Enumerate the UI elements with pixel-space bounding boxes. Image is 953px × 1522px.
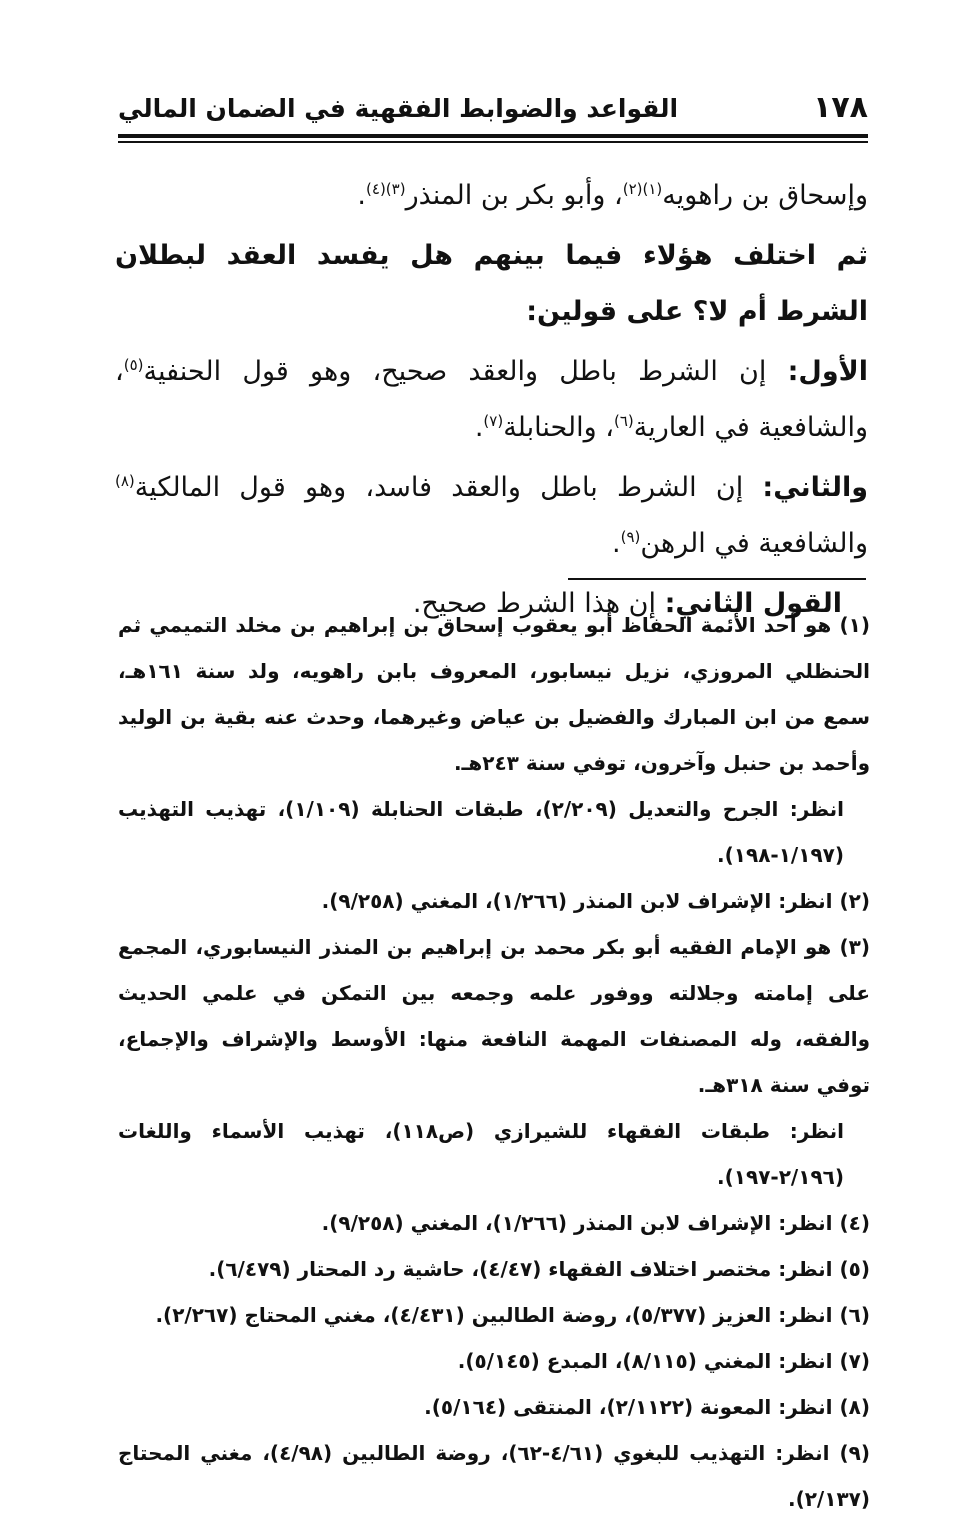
paragraph-1 [115,168,868,224]
p1-text-a: وإسحاق بن راهويه [662,180,868,211]
paragraph-4 [115,460,868,572]
footnote-2: (٢) انظر: الإشراف لابن المنذر (١/٢٦٦)، المغني (٩/٢٥٨). [321,889,870,913]
p4-text-b: والشافعية في الرهن [640,528,868,559]
first-opinion-label: الأول: [787,356,868,387]
footnote-ref-1-2: (١)(٢) [622,180,663,198]
p4-text-a: إن الشرط باطل والعقد فاسد، وهو قول المالكية [134,472,763,503]
main-text [115,168,868,636]
footnote-ref-3-4: (٣)(٤) [366,180,406,198]
paragraph-2: ثم اختلف هؤلاء فيما بينهم هل يفسد العقد لبطلان الشرط أم لا؟ على قولين: [115,240,868,327]
paragraph-3 [115,344,868,456]
footnote-1-references: انظر: الجرح والتعديل (٢/٢٠٩)، طبقات الحنابلة (١/١٠٩)، تهذيب التهذيب (١/١٩٧-١٩٨). [118,797,844,867]
second-view-label: القول الثاني: [664,588,842,619]
footnote-6: (٦) انظر: العزيز (٥/٣٧٧)، روضة الطالبين (٤/٤٣١)، مغني المحتاج (٢/٢٦٧). [155,1303,870,1327]
p4-text-c: . [611,528,621,559]
p5-text: إن هذا الشرط صحيح. [412,588,665,619]
footnote-ref-6: (٦) [613,412,634,430]
footnote-3-references: انظر: طبقات الفقهاء للشيرازي (ص١١٨)، تهذيب الأسماء واللغات (٢/١٩٦-١٩٧). [118,1119,844,1189]
p3-text-c: ، والحنابلة [503,412,614,443]
running-title: القواعد والضوابط الفقهية في الضمان المالي [118,94,679,123]
footnote-ref-5: (٥) [123,356,144,374]
footnotes [118,602,870,1522]
footnote-9: (٩) انظر: التهذيب للبغوي (٤/٦١-٦٢)، روضة الطالبين (٤/٩٨)، مغني المحتاج (٢/١٣٧). [118,1441,870,1511]
p3-text-b: ، والشافعية في العارية [115,356,868,443]
footnote-8: (٨) انظر: المعونة (٢/١١٢٢)، المنتقى (٥/١٦٤). [424,1395,870,1419]
p1-text-c: . [357,180,367,211]
header-rule-thick [118,134,868,138]
footnote-ref-8: (٨) [115,472,135,490]
footnote-separator [568,578,866,580]
footnote-4: (٤) انظر: الإشراف لابن المنذر (١/٢٦٦)، المغني (٩/٢٥٨). [321,1211,870,1235]
footnote-ref-7: (٧) [483,412,504,430]
footnote-ref-9: (٩) [620,528,641,546]
header-rule-thin [118,141,868,143]
p1-text-b: ، وأبو بكر بن المنذر [405,180,623,211]
footnote-5: (٥) انظر: مختصر اختلاف الفقهاء (٤/٤٧)، حاشية رد المحتار (٦/٤٧٩). [208,1257,870,1281]
page-number: ١٧٨ [813,90,868,125]
p3-text-d: . [474,412,484,443]
p3-text-a: إن الشرط باطل والعقد صحيح، وهو قول الحنفية [143,356,788,387]
footnote-3: (٣) هو الإمام الفقيه أبو بكر محمد بن إبراهيم بن المنذر النيسابوري، المجمع على إمامته وجلالته ووفور علمه وجمعه بين التمكن في علمي الحديث والفقه، وله المصنفات المهمة النافعة منها: الأوسط والإشراف والإجماع، توفي سنة ٣١٨هـ. [118,935,870,1097]
running-header [118,90,868,132]
footnote-7: (٧) انظر: المغني (٨/١١٥)، المبدع (٥/١٤٥). [457,1349,870,1373]
footnote-1: (١) هو أحد الأئمة الحفاظ أبو يعقوب إسحاق بن إبراهيم بن مخلد التميمي ثم الحنظلي المروزي، نزيل نيسابور، المعروف بابن راهويه، ولد سنة ١٦١هـ، سمع من ابن المبارك والفضيل بن عياض وغيرهما، وحدث عنه بقية بن الوليد وأحمد بن حنبل وآخرون، توفي سنة ٢٤٣هـ. [118,613,870,775]
second-opinion-label: والثاني: [762,472,868,503]
